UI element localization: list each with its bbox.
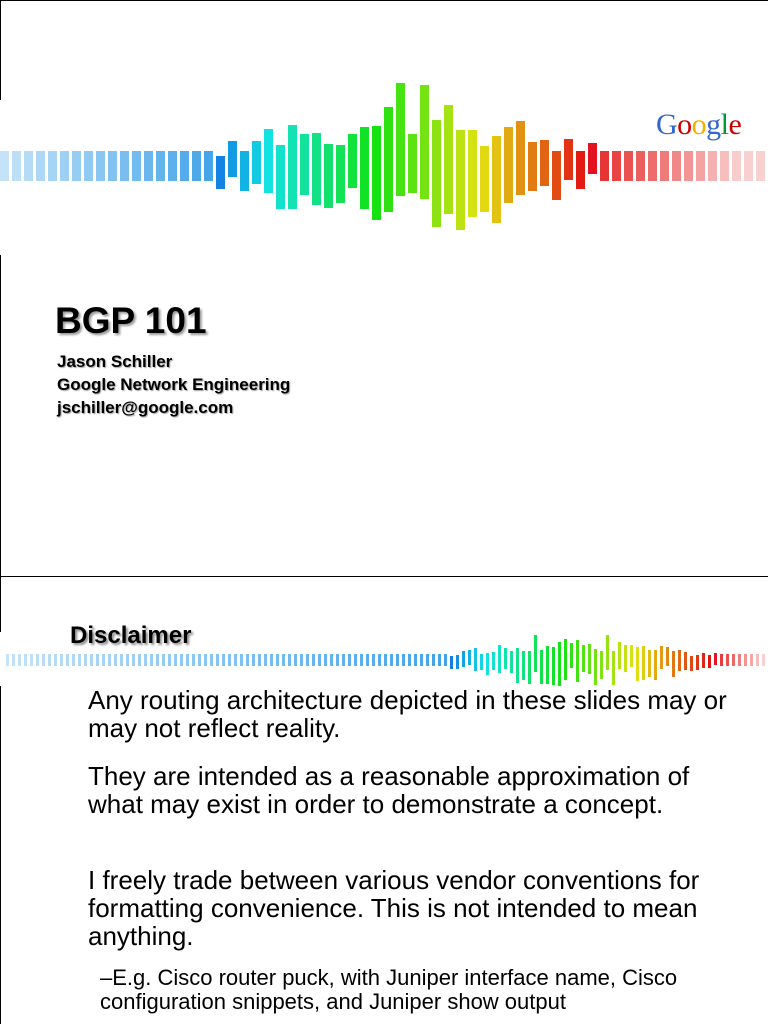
wave-bar (396, 83, 405, 196)
wave-bar (594, 649, 597, 685)
google-logo-letter: l (720, 108, 729, 141)
wave-bar (180, 654, 183, 666)
color-wave-banner (0, 100, 768, 260)
wave-bar (708, 151, 717, 181)
wave-bar (192, 151, 201, 181)
wave-bar (528, 142, 537, 191)
wave-bar (252, 654, 255, 666)
wave-bar (714, 653, 717, 665)
wave-bar (120, 654, 123, 666)
wave-bar (582, 645, 585, 671)
wave-bar (96, 654, 99, 666)
wave-bar (156, 654, 159, 666)
wave-bar (306, 654, 309, 666)
wave-bar (18, 654, 21, 666)
wave-bar (246, 654, 249, 666)
wave-bar (36, 654, 39, 666)
wave-bar (396, 654, 399, 666)
wave-bar (264, 129, 273, 193)
wave-bar (558, 642, 561, 686)
wave-bar (684, 151, 693, 181)
wave-bar (732, 151, 741, 181)
wave-bar (12, 151, 21, 181)
wave-bar (258, 654, 261, 666)
wave-bar (600, 151, 609, 181)
wave-bar (660, 151, 669, 181)
wave-bar (552, 647, 555, 686)
wave-bar (168, 151, 177, 181)
bullet-item: They are intended as a reasonable approximation of what may exist in order to demonstrate a concept. (88, 761, 690, 819)
wave-bar (336, 654, 339, 666)
wave-bar (624, 645, 627, 672)
wave-bar (588, 644, 591, 673)
wave-bar (600, 651, 603, 679)
wave-bar (636, 647, 639, 681)
wave-bar (606, 635, 609, 671)
wave-bar (336, 145, 345, 203)
wave-bar (330, 654, 333, 666)
wave-bar (576, 640, 579, 682)
wave-bar (408, 654, 411, 666)
wave-bar (750, 654, 753, 666)
wave-bar (480, 146, 489, 212)
wave-bar (132, 654, 135, 666)
wave-bar (324, 654, 327, 666)
wave-bar (162, 654, 165, 666)
wave-bar (612, 151, 621, 181)
wave-bar (42, 654, 45, 666)
slide-title: BGP 101 (55, 300, 207, 341)
wave-bar (660, 646, 663, 669)
wave-bar (504, 648, 507, 669)
wave-bar (300, 134, 309, 194)
sub-bullet-item: –E.g. Cisco router puck, with Juniper interface name, Cisco configuration snippets, and Juniper show output (100, 965, 678, 1014)
wave-bar (60, 151, 69, 181)
wave-bar (450, 656, 453, 668)
wave-bar (228, 654, 231, 666)
wave-bar (456, 655, 459, 669)
wave-bar (276, 145, 285, 210)
wave-bar (546, 646, 549, 684)
wave-bar (240, 151, 249, 190)
wave-bar (690, 656, 693, 671)
wave-bar (192, 654, 195, 666)
wave-bar (576, 151, 585, 189)
wave-bar (312, 133, 321, 204)
bullet-item: Any routing architecture depicted in these slides may or may not reflect reality. (88, 685, 727, 743)
google-logo-letter: g (706, 108, 721, 141)
wave-bar (102, 654, 105, 666)
google-logo-letter: e (728, 108, 742, 141)
wave-bar (384, 654, 387, 666)
wave-bar (654, 650, 657, 680)
wave-bar (390, 654, 393, 666)
wave-bar (474, 648, 477, 670)
wave-bar (456, 130, 465, 230)
wave-bar (234, 654, 237, 666)
wave-bar (384, 107, 393, 212)
wave-bar (528, 651, 531, 684)
slide-edge-left-line-lower (0, 255, 1, 576)
wave-bar (420, 85, 429, 199)
wave-bar (684, 652, 687, 670)
wave-bar (6, 654, 9, 666)
wave-bar (408, 134, 417, 193)
google-logo-letter: o (677, 108, 692, 141)
wave-bar (444, 654, 447, 666)
wave-bar (666, 647, 669, 666)
wave-bar (204, 151, 213, 181)
wave-bar (114, 654, 117, 666)
wave-bar (486, 653, 489, 675)
wave-bar (144, 151, 153, 181)
wave-bar (672, 651, 675, 677)
wave-bar (144, 654, 147, 666)
wave-bar (342, 654, 345, 666)
wave-bar (264, 654, 267, 666)
wave-bar (48, 151, 57, 181)
wave-bar (228, 141, 237, 177)
wave-bar (96, 151, 105, 181)
wave-bar (0, 151, 9, 181)
wave-bar (270, 654, 273, 666)
wave-bar (468, 650, 471, 664)
wave-bar (24, 654, 27, 666)
wave-bar (12, 654, 15, 666)
wave-bar (276, 654, 279, 666)
wave-bar (216, 654, 219, 666)
wave-bar (288, 654, 291, 666)
wave-bar (504, 127, 513, 202)
wave-bar (84, 151, 93, 181)
slide-divider-line (0, 576, 768, 577)
wave-bar (378, 654, 381, 666)
wave-bar (174, 654, 177, 666)
wave-bar (54, 654, 57, 666)
wave-bar (720, 151, 729, 181)
wave-bar (492, 652, 495, 670)
wave-bar (588, 143, 597, 174)
google-logo-letter: G (656, 108, 678, 141)
wave-bar (108, 654, 111, 666)
wave-bar (672, 151, 681, 181)
wave-bar (510, 651, 513, 673)
wave-bar (354, 654, 357, 666)
wave-bar (522, 651, 525, 679)
bullet-item: I freely trade between various vendor conventions for formatting convenience. This is not intended to mean anything. (88, 865, 700, 951)
wave-bar (552, 151, 561, 199)
wave-bar (48, 654, 51, 666)
wave-bar (36, 151, 45, 181)
wave-bar (72, 151, 81, 181)
wave-bar (420, 654, 423, 666)
slide-edge-left-line (0, 576, 1, 632)
wave-bar (90, 654, 93, 666)
wave-bar (282, 654, 285, 666)
slide-edge-left-line-lower (0, 686, 1, 1024)
wave-bar (696, 655, 699, 670)
wave-bar (66, 654, 69, 666)
wave-bar (480, 654, 483, 670)
wave-bar (696, 151, 705, 181)
wave-bar (516, 121, 525, 195)
wave-bar (210, 654, 213, 666)
wave-bar (240, 654, 243, 666)
wave-bar (60, 654, 63, 666)
wave-bar (432, 120, 441, 226)
slide-title: Disclaimer (70, 622, 192, 649)
slide-edge-left-line (0, 0, 1, 100)
wave-bar (762, 654, 765, 666)
author-organization: Google Network Engineering (57, 375, 291, 394)
wave-bar (756, 151, 765, 181)
wave-bar (216, 156, 225, 189)
wave-bar (534, 635, 537, 672)
wave-bar (648, 650, 651, 678)
wave-bar (630, 645, 633, 667)
wave-bar (738, 654, 741, 666)
wave-bar (498, 645, 501, 673)
wave-bar (252, 141, 261, 184)
wave-bar (348, 134, 357, 189)
wave-bar (564, 139, 573, 180)
wave-bar (426, 654, 429, 666)
wave-bar (120, 151, 129, 181)
wave-bar (150, 654, 153, 666)
wave-bar (570, 643, 573, 668)
wave-bar (678, 650, 681, 670)
wave-bar (516, 648, 519, 683)
wave-bar (462, 651, 465, 667)
wave-bar (372, 654, 375, 666)
wave-bar (30, 654, 33, 666)
wave-bar (612, 651, 615, 685)
wave-bar (318, 654, 321, 666)
wave-bar (444, 105, 453, 214)
wave-bar (438, 654, 441, 666)
wave-bar (222, 654, 225, 666)
wave-bar (84, 654, 87, 666)
wave-bar (618, 642, 621, 670)
wave-bar (720, 654, 723, 666)
wave-bar (300, 654, 303, 666)
wave-bar (414, 654, 417, 666)
wave-bar (312, 654, 315, 666)
wave-bar (540, 140, 549, 186)
wave-bar (468, 130, 477, 217)
wave-bar (360, 127, 369, 209)
wave-bar (744, 654, 747, 666)
wave-bar (372, 126, 381, 220)
wave-bar (540, 650, 543, 684)
wave-bar (198, 654, 201, 666)
wave-bar (138, 654, 141, 666)
google-logo (656, 108, 741, 142)
author-name: Jason Schiller (57, 352, 173, 371)
wave-bar (732, 654, 735, 666)
wave-bar (78, 654, 81, 666)
wave-bar (492, 136, 501, 223)
wave-bar (642, 646, 645, 681)
wave-bar (708, 655, 711, 668)
wave-bar (126, 654, 129, 666)
wave-bar (156, 151, 165, 181)
wave-bar (744, 151, 753, 181)
wave-bar (756, 654, 759, 666)
wave-bar (432, 654, 435, 666)
wave-bar (24, 151, 33, 181)
wave-bar (702, 653, 705, 668)
wave-bar (288, 125, 297, 209)
google-logo-letter: o (691, 108, 707, 141)
wave-bar (564, 639, 567, 680)
wave-bar (366, 654, 369, 666)
wave-bar (636, 151, 645, 181)
wave-bar (108, 151, 117, 181)
wave-bar (402, 654, 405, 666)
wave-bar (294, 654, 297, 666)
author-email: jschiller@google.com (57, 398, 234, 417)
wave-bar (72, 654, 75, 666)
wave-bar (624, 151, 633, 181)
wave-bar (324, 144, 333, 208)
slide-edge-top-line (0, 0, 768, 1)
wave-bar (186, 654, 189, 666)
wave-bar (180, 151, 189, 181)
wave-bar (348, 654, 351, 666)
wave-bar (168, 654, 171, 666)
wave-bar (132, 151, 141, 181)
wave-bar (204, 654, 207, 666)
wave-bar (648, 151, 657, 181)
wave-bar (360, 654, 363, 666)
wave-bar (726, 654, 729, 666)
disclaimer-slide (0, 576, 768, 1024)
